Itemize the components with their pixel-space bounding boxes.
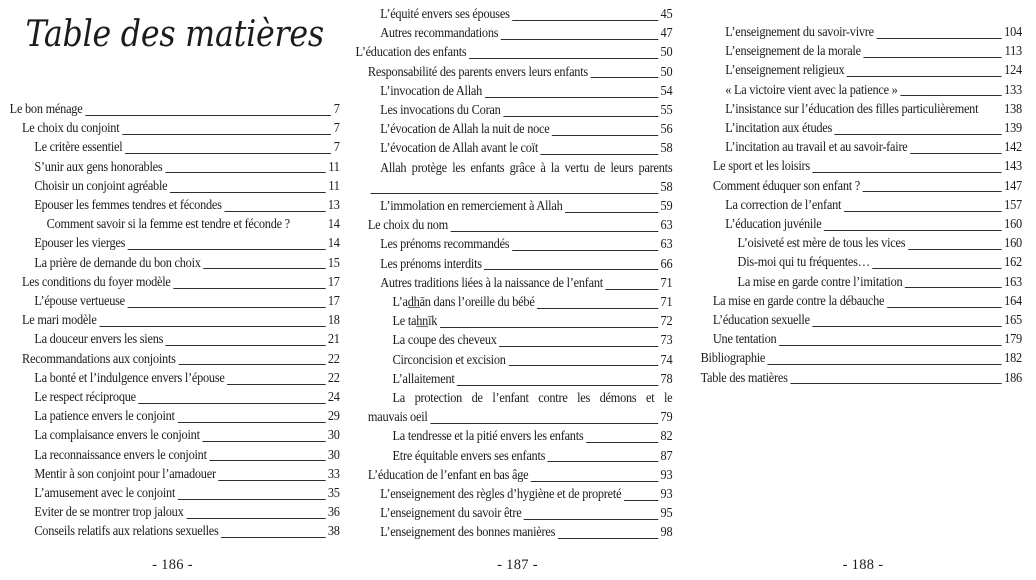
toc-entry-title: L’enseignement du savoir être [380,506,522,522]
toc-entry [10,254,340,273]
toc-entry [356,5,673,24]
toc-entry-title: La complaisance envers le conjoint [34,428,200,444]
page-number: 147 [1004,178,1022,194]
page-number: 142 [1004,140,1022,156]
toc-entry [10,522,340,541]
page-number: 74 [660,352,673,368]
toc-entry [356,139,673,158]
leader-line [531,481,658,482]
page-number: 18 [327,313,340,329]
toc-entry-title: Autres recommandations [380,26,499,42]
toc-entry [701,23,1022,42]
page-number: 55 [660,103,673,119]
leader-line [221,537,325,538]
toc-entry-title: L’enseignement des règles d’hygiène et de propreté [380,487,622,503]
toc-entry [701,177,1022,196]
toc-entry-title: La prière de demande du bon choix [34,255,201,271]
toc-entry [10,388,340,407]
toc-entry [356,178,673,197]
toc-entry-title: L’éducation des enfants [355,45,467,61]
page-number: 11 [328,159,340,175]
toc-entry-title: La correction de l’enfant [725,197,842,213]
toc-entry-title: Les conditions du foyer modèle [22,274,171,290]
toc-entry-title: « La victoire vient avec la patience » [725,82,898,98]
leader-line [457,385,658,386]
page-number: 87 [660,448,673,464]
leader-line [484,269,657,270]
toc-entry-title: L’insistance sur l’éducation des filles particulièrement [725,101,979,117]
toc-entry-title: Conseils relatifs aux relations sexuelles [34,524,219,540]
leader-line [371,193,658,194]
toc-entry: La protection de l’enfant contre les démons et le [392,391,673,407]
page-number: 71 [660,275,673,291]
toc-entry [701,42,1022,61]
toc-entry-title: L’amusement avec le conjoint [34,486,176,502]
page-number: 30 [327,447,340,463]
leader-line [863,191,1002,192]
page-number: 98 [660,525,673,541]
toc-entry [10,119,340,138]
page-number: 14 [327,217,340,233]
page-number: 24 [327,390,340,406]
toc-entry [10,234,340,253]
toc-entry [10,350,340,369]
toc-entry [10,426,340,445]
toc-entry-title: Bibliographie [700,351,766,367]
leader-line [790,383,1001,384]
leader-line [85,115,331,116]
toc-entry-title: La mise en garde contre la débauche [712,293,885,309]
toc-entry [10,158,340,177]
leader-line [139,403,326,404]
leader-line [981,115,1002,116]
page-number: 30 [327,428,340,444]
toc-column-left [10,100,340,542]
toc-entry-title: L’allaitement [392,371,455,387]
toc-entry-title: La douceur envers les siens [34,332,164,348]
leader-line [186,518,325,519]
toc-entry [701,100,1022,119]
page-number: 138 [1004,101,1022,117]
toc-entry [356,43,673,62]
toc-entry [356,101,673,120]
toc-entry [10,138,340,157]
leader-line [541,154,658,155]
leader-line [835,134,1002,135]
toc-entry [356,504,673,523]
page-title: Table des matières [25,14,324,55]
toc-entry-title: L’immolation en remerciement à Allah [380,199,563,215]
toc-page-188 [690,0,1036,580]
toc-entry-title: Responsabilité des parents envers leurs enfants [367,64,588,80]
toc-entry-title: Les invocations du Coran [380,103,501,119]
toc-entry [356,274,673,293]
toc-entry-title: Dis-moi qui tu fréquentes… [737,255,870,271]
toc-entry [701,292,1022,311]
toc-entry-title: Le critère essentiel [34,140,123,156]
toc-page-186 [0,0,345,580]
page-number: 35 [327,486,340,502]
leader-line [224,211,325,212]
page-number: 50 [660,64,673,80]
leader-line [503,116,658,117]
toc-entry-title: Le mari modèle [22,313,97,329]
page-number: 7 [333,121,340,137]
toc-entry [10,273,340,292]
page-number: 160 [1004,217,1022,233]
toc-entry-title: Epouser les femmes tendres et fécondes [34,198,222,214]
page-number: 160 [1004,236,1022,252]
page-number: 13 [327,198,340,214]
leader-line [524,519,658,520]
leader-line [565,212,658,213]
leader-line [508,365,658,366]
toc-entry [356,216,673,235]
toc-entry [356,351,673,370]
leader-line [430,423,658,424]
leader-line [512,20,658,21]
leader-line [499,346,658,347]
page-number: 63 [660,237,673,253]
leader-line [606,289,658,290]
page-number: 22 [327,351,340,367]
toc-entry [356,235,673,254]
toc-entry [10,292,340,311]
leader-line [863,57,1002,58]
leader-line [847,76,1001,77]
toc-entry [701,330,1022,349]
toc-entry-title: L’équité envers ses épouses [380,7,510,22]
toc-entry-title: La bonté et l’indulgence envers l’épouse [34,370,225,386]
leader-line [451,231,658,232]
leader-line [165,172,326,173]
toc-entry: Allah protège les enfants grâce à la vertu de leurs parents [380,160,673,176]
toc-entry [356,120,673,139]
leader-line [173,288,325,289]
leader-line [122,134,331,135]
leader-line [99,326,325,327]
toc-entry [701,273,1022,292]
page-number: 17 [327,294,340,310]
toc-entry [10,407,340,426]
leader-line [908,249,1002,250]
toc-entry-title: Etre équitable envers ses enfants [392,448,546,464]
leader-line [203,268,325,269]
toc-entry [10,215,340,234]
leader-line [177,422,325,423]
page-number: 7 [333,140,340,156]
page-number: 15 [327,255,340,271]
toc-entry-title: La reconnaissance envers le conjoint [34,447,207,463]
toc-entry-title: Comment savoir si la femme est tendre et féconde ? [46,217,290,233]
toc-entry [10,100,340,119]
leader-line [202,441,325,442]
leader-line [485,97,658,98]
toc-entry [10,196,340,215]
toc-entry [356,197,673,216]
toc-entry-title: L’oisiveté est mère de tous les vices [737,236,906,252]
page-number: 63 [660,218,673,234]
leader-line [128,249,325,250]
toc-entry-title: Eviter de se montrer trop jaloux [34,505,184,521]
toc-entry-title: Epouser les vierges [34,236,126,252]
page-number: 162 [1004,255,1022,271]
leader-line [128,307,326,308]
toc-entry-title: Le sport et les loisirs [712,159,810,175]
leader-line [293,230,326,231]
toc-entry [356,523,673,542]
leader-line [768,364,1002,365]
leader-line [887,307,1002,308]
leader-line [624,500,658,501]
page-number: 133 [1004,82,1022,98]
toc-entry-title: L’invocation de Allah [380,83,483,99]
toc-entry [10,177,340,196]
page-number: 47 [660,26,673,42]
page-number: 163 [1004,274,1022,290]
toc-entry-title: La tendresse et la pitié envers les enfants [392,429,584,445]
toc-entry-title: Les prénoms interdits [380,256,482,272]
page-number: 78 [660,371,673,387]
toc-entry [10,446,340,465]
toc-entry [701,81,1022,100]
toc-entry [10,465,340,484]
page-number: 93 [660,467,673,483]
toc-entry [10,503,340,522]
toc-entry [356,427,673,446]
toc-entry [356,82,673,101]
toc-entry-title: Le respect réciproque [34,390,136,406]
page-number: 139 [1004,121,1022,137]
leader-line [125,153,331,154]
page-number: 182 [1004,351,1022,367]
toc-entry [356,331,673,350]
page-number: 66 [660,256,673,272]
toc-entry-title: La mise en garde contre l’imitation [737,274,903,290]
leader-line [844,211,1002,212]
toc-entry [356,293,673,312]
leader-line [227,384,325,385]
toc-entry-title: Le choix du nom [367,218,449,234]
toc-entry-title: mauvais oeil [367,410,428,426]
toc-page-187 [345,0,690,580]
leader-line [591,77,658,78]
page-number: 50 [660,45,673,61]
leader-line [824,230,1001,231]
page-number: 143 [1004,159,1022,175]
page-number: 11 [328,178,340,194]
toc-entry-title: L’éducation de l’enfant en bas âge [367,467,529,483]
page-number: 36 [327,505,340,521]
toc-entry-title: La patience envers le conjoint [34,409,175,425]
toc-entry [356,370,673,389]
toc-entry [701,311,1022,330]
toc-entry [701,215,1022,234]
toc-entry-title: La coupe des cheveux [392,333,497,349]
page-footer-188: - 188 - [842,557,884,573]
leader-line [910,153,1001,154]
toc-entry-title: L’incitation aux études [725,121,833,137]
toc-entry [356,447,673,466]
leader-line [537,308,658,309]
page-number: 186 [1004,370,1022,386]
page-number: 79 [660,410,673,426]
page-number: 22 [327,370,340,386]
leader-line [586,442,658,443]
toc-entry-title: Recommandations aux conjoints [22,351,176,367]
leader-line [178,499,325,500]
leader-line [558,538,658,539]
toc-entry [356,408,673,427]
toc-entry-title: Comment éduquer son enfant ? [712,178,861,194]
toc-entry-title: Mentir à son conjoint pour l’amadouer [34,466,216,482]
toc-entry-title: Le choix du conjoint [22,121,120,137]
leader-line [469,58,658,59]
toc-entry-title: Le tah̲n̲īk [392,314,438,330]
toc-entry [701,253,1022,272]
toc-entry-title: L’enseignement de la morale [725,44,861,60]
toc-column-middle [356,5,673,543]
page-number: 38 [327,524,340,540]
toc-entry-title: L’incitation au travail et au savoir-faire [725,140,908,156]
toc-entry [356,312,673,331]
leader-line [877,38,1002,39]
toc-entry [701,369,1022,388]
toc-entry-title: L’évocation de Allah la nuit de noce [380,122,550,138]
page-number: 58 [660,179,673,195]
leader-line [209,460,325,461]
leader-line [779,345,1001,346]
toc-entry-title: L’enseignement religieux [725,63,845,79]
leader-line [552,135,658,136]
toc-entry [356,485,673,504]
toc-entry [701,196,1022,215]
page-footer-186: - 186 - [152,557,193,573]
toc-entry [356,24,673,43]
toc-entry-title: Une tentation [712,332,777,348]
toc-entry-title: L’épouse vertueuse [34,294,125,310]
page-number: 71 [660,295,673,311]
toc-entry [10,330,340,349]
toc-entry [701,138,1022,157]
page-number: 56 [660,122,673,138]
toc-column-right [701,23,1022,388]
toc-entry-title: L’enseignement du savoir-vivre [725,25,874,40]
leader-line [170,192,326,193]
page-number: 72 [660,314,673,330]
leader-line [905,287,1001,288]
page-number: 113 [1004,44,1022,60]
page-number: 95 [660,506,673,522]
page-number: 17 [327,274,340,290]
toc-entry [10,369,340,388]
page-number: 73 [660,333,673,349]
page-number: 104 [1004,25,1022,40]
toc-entry-title: L’éducation juvénile [725,217,822,233]
page-number: 124 [1004,63,1022,79]
toc-entry-title: S’unir aux gens honorables [34,159,163,175]
toc-entry-title: Choisir un conjoint agréable [34,178,168,194]
toc-entry-title: Circoncision et excision [392,352,506,368]
toc-entry-title: Les prénoms recommandés [380,237,510,253]
toc-entry [701,61,1022,80]
leader-line [440,327,658,328]
page-number: 21 [327,332,340,348]
page-number: 33 [327,466,340,482]
toc-entry [356,255,673,274]
leader-line [548,461,658,462]
page-number: 157 [1004,197,1022,213]
toc-entry-title: L’éducation sexuelle [712,313,810,329]
toc-entry [10,311,340,330]
page-number: 7 [333,102,340,117]
toc-entry-title: L’ad̲h̲ān dans l’oreille du bébé [392,295,535,311]
toc-entry [701,349,1022,368]
toc-entry-title: Table des matières [700,370,788,386]
toc-entry [701,157,1022,176]
toc-entry [10,484,340,503]
leader-line [218,480,325,481]
toc-entry [356,63,673,82]
leader-line [178,364,325,365]
leader-line [166,345,325,346]
toc-entry [701,119,1022,138]
page-number: 59 [660,199,673,215]
page-footer-187: - 187 - [497,557,538,573]
leader-line [872,268,1001,269]
toc-entry [356,466,673,485]
page-number: 54 [660,83,673,99]
page-number: 14 [327,236,340,252]
leader-line [812,326,1001,327]
page-number: 93 [660,487,673,503]
leader-line [813,172,1002,173]
page-number: 29 [327,409,340,425]
toc-entry [701,234,1022,253]
page-number: 164 [1004,293,1022,309]
toc-entry-title: L’enseignement des bonnes manières [380,525,556,541]
page-number: 45 [660,7,673,22]
page-number: 165 [1004,313,1022,329]
page-number: 82 [660,429,673,445]
leader-line [501,39,658,40]
toc-entry-title: Le bon ménage [9,102,83,117]
page-number: 179 [1004,332,1022,348]
leader-line [900,95,1001,96]
page-number: 58 [660,141,673,157]
toc-entry-title: L’évocation de Allah avant le coït [380,141,539,157]
toc-entry-title: Autres traditions liées à la naissance de l’enfant [380,275,603,291]
leader-line [512,250,658,251]
